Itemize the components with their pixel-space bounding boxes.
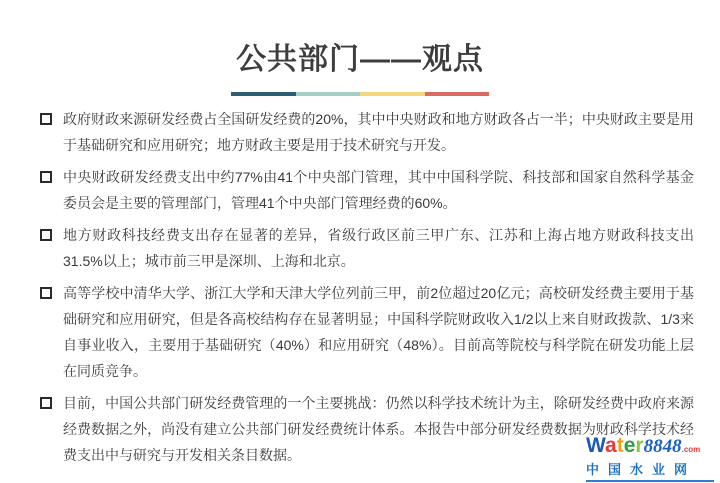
logo-letter-r: r xyxy=(635,434,644,457)
bullet-text: 地方财政科技经费支出存在显著的差异，省级行政区前三甲广东、江苏和上海占地方财政科技支出31.5%以上；城市前三甲是深圳、上海和北京。 xyxy=(63,227,694,269)
square-bullet-icon xyxy=(40,287,52,299)
logo-letter-e: e xyxy=(623,434,636,457)
bullet-text: 中央财政研发经费支出中约77%由41个中央部门管理，其中中国科学院、科技部和国家自然科学基金委员会是主要的管理部门，管理41个中央部门管理经费的60%。 xyxy=(63,169,694,211)
square-bullet-icon xyxy=(40,113,52,125)
list-item xyxy=(40,164,694,216)
title-section xyxy=(0,0,720,96)
logo-dot-com: .com xyxy=(681,445,701,454)
logo-subtitle-chinese: 中国水业网 xyxy=(586,462,697,477)
logo-letter-a: a xyxy=(605,434,617,457)
water8848-wordmark xyxy=(586,436,714,460)
square-bullet-icon xyxy=(40,397,52,409)
logo-number-8848: 8848 xyxy=(643,436,682,457)
logo-letter-t: t xyxy=(616,434,624,457)
square-bullet-icon xyxy=(40,229,52,241)
water8848-logo xyxy=(586,436,714,482)
square-bullet-icon xyxy=(40,171,52,183)
bullet-text: 高等学校中清华大学、浙江大学和天津大学位列前三甲，前2位超过20亿元；高校研发经费主要用于基础研究和应用研究，但是各高校结构存在显著明显；中国科学院财政收入1/2以上来自财政拨款、1/3来自事业收入，主要用于基础研究（40%）和应用研究（48%）。目前高等院校与科学院在研发功能上层在同质竞争。 xyxy=(63,285,694,379)
page-title: 公共部门——观点 xyxy=(236,43,484,76)
title-divider xyxy=(231,92,489,96)
divider-segment-yellow xyxy=(360,92,425,96)
bullet-text: 政府财政来源研发经费占全国研发经费的20%，其中中央财政和地方财政各占一半；中央财政主要是用于基础研究和应用研究；地方财政主要是用于技术研究与开发。 xyxy=(63,111,694,153)
bullet-list xyxy=(0,96,720,468)
bullet-text: 目前，中国公共部门研发经费管理的一个主要挑战：仍然以科学技术统计为主，除研发经费中政府来源经费数据之外，尚没有建立公共部门研发经费统计体系。本报告中部分研发经费数据为财政科学技术经费支出中与研究与开发相关条目数据。 xyxy=(63,395,694,463)
list-item xyxy=(40,106,694,158)
divider-segment-coral xyxy=(425,92,490,96)
list-item xyxy=(40,280,694,384)
divider-segment-dark-teal xyxy=(231,92,296,96)
divider-segment-light-teal xyxy=(296,92,361,96)
logo-letter-w: W xyxy=(586,434,606,457)
list-item xyxy=(40,222,694,274)
